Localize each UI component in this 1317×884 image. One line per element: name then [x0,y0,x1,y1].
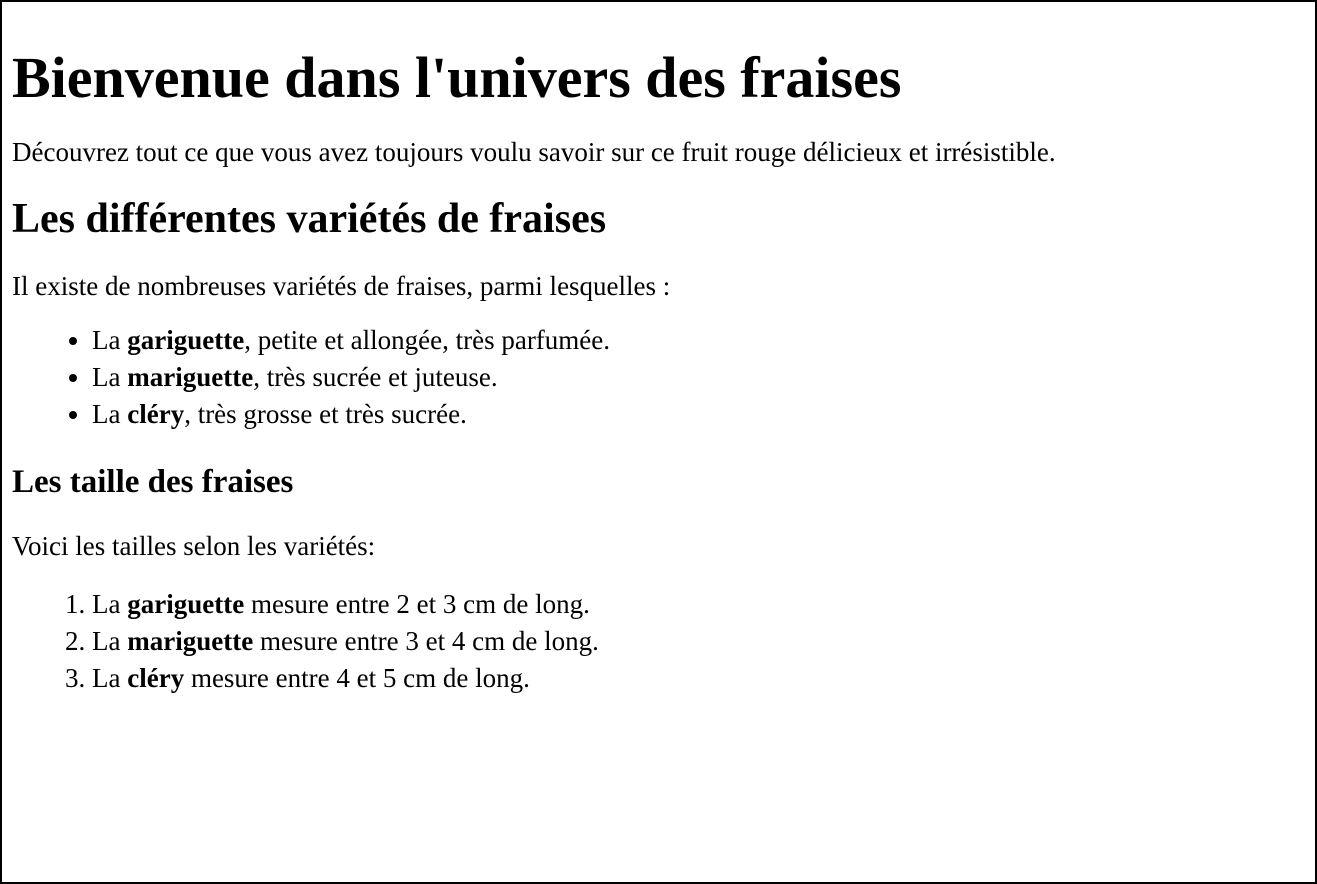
list-item [92,623,1305,660]
intro-paragraph: Découvrez tout ce que vous avez toujours voulu savoir sur ce fruit rouge délicieux et irrésistible. [12,136,1056,167]
varieties-list [12,322,1305,433]
variety-name: cléry [127,662,185,693]
item-description: mesure entre 3 et 4 cm de long. [253,625,599,656]
variety-name: gariguette [127,324,245,355]
list-item [92,586,1305,623]
varieties-heading: Les différentes variétés de fraises [12,195,607,242]
variety-name: mariguette [127,361,254,392]
list-item [92,322,1305,359]
item-description: , petite et allongée, très parfumée. [244,324,611,355]
sizes-lead: Voici les tailles selon les variétés: [12,531,376,562]
item-prefix: La [92,324,128,355]
item-prefix: La [92,398,128,429]
item-description: , très sucrée et juteuse. [253,361,498,392]
list-item [92,359,1305,396]
varieties-lead: Il existe de nombreuses variétés de fraises, parmi lesquelles : [12,270,671,301]
variety-name: gariguette [127,588,245,619]
item-description: mesure entre 4 et 5 cm de long. [184,662,530,693]
sizes-list [12,586,1305,697]
item-prefix: La [92,361,128,392]
item-prefix: La [92,625,128,656]
item-description: mesure entre 2 et 3 cm de long. [244,588,590,619]
list-item [92,660,1305,697]
item-prefix: La [92,662,128,693]
list-item [92,396,1305,433]
item-prefix: La [92,588,128,619]
page-title: Bienvenue dans l'univers des fraises [12,45,902,110]
sizes-heading: Les taille des fraises [12,463,294,500]
item-description: , très grosse et très sucrée. [184,398,467,429]
variety-name: mariguette [127,625,254,656]
variety-name: cléry [127,398,185,429]
